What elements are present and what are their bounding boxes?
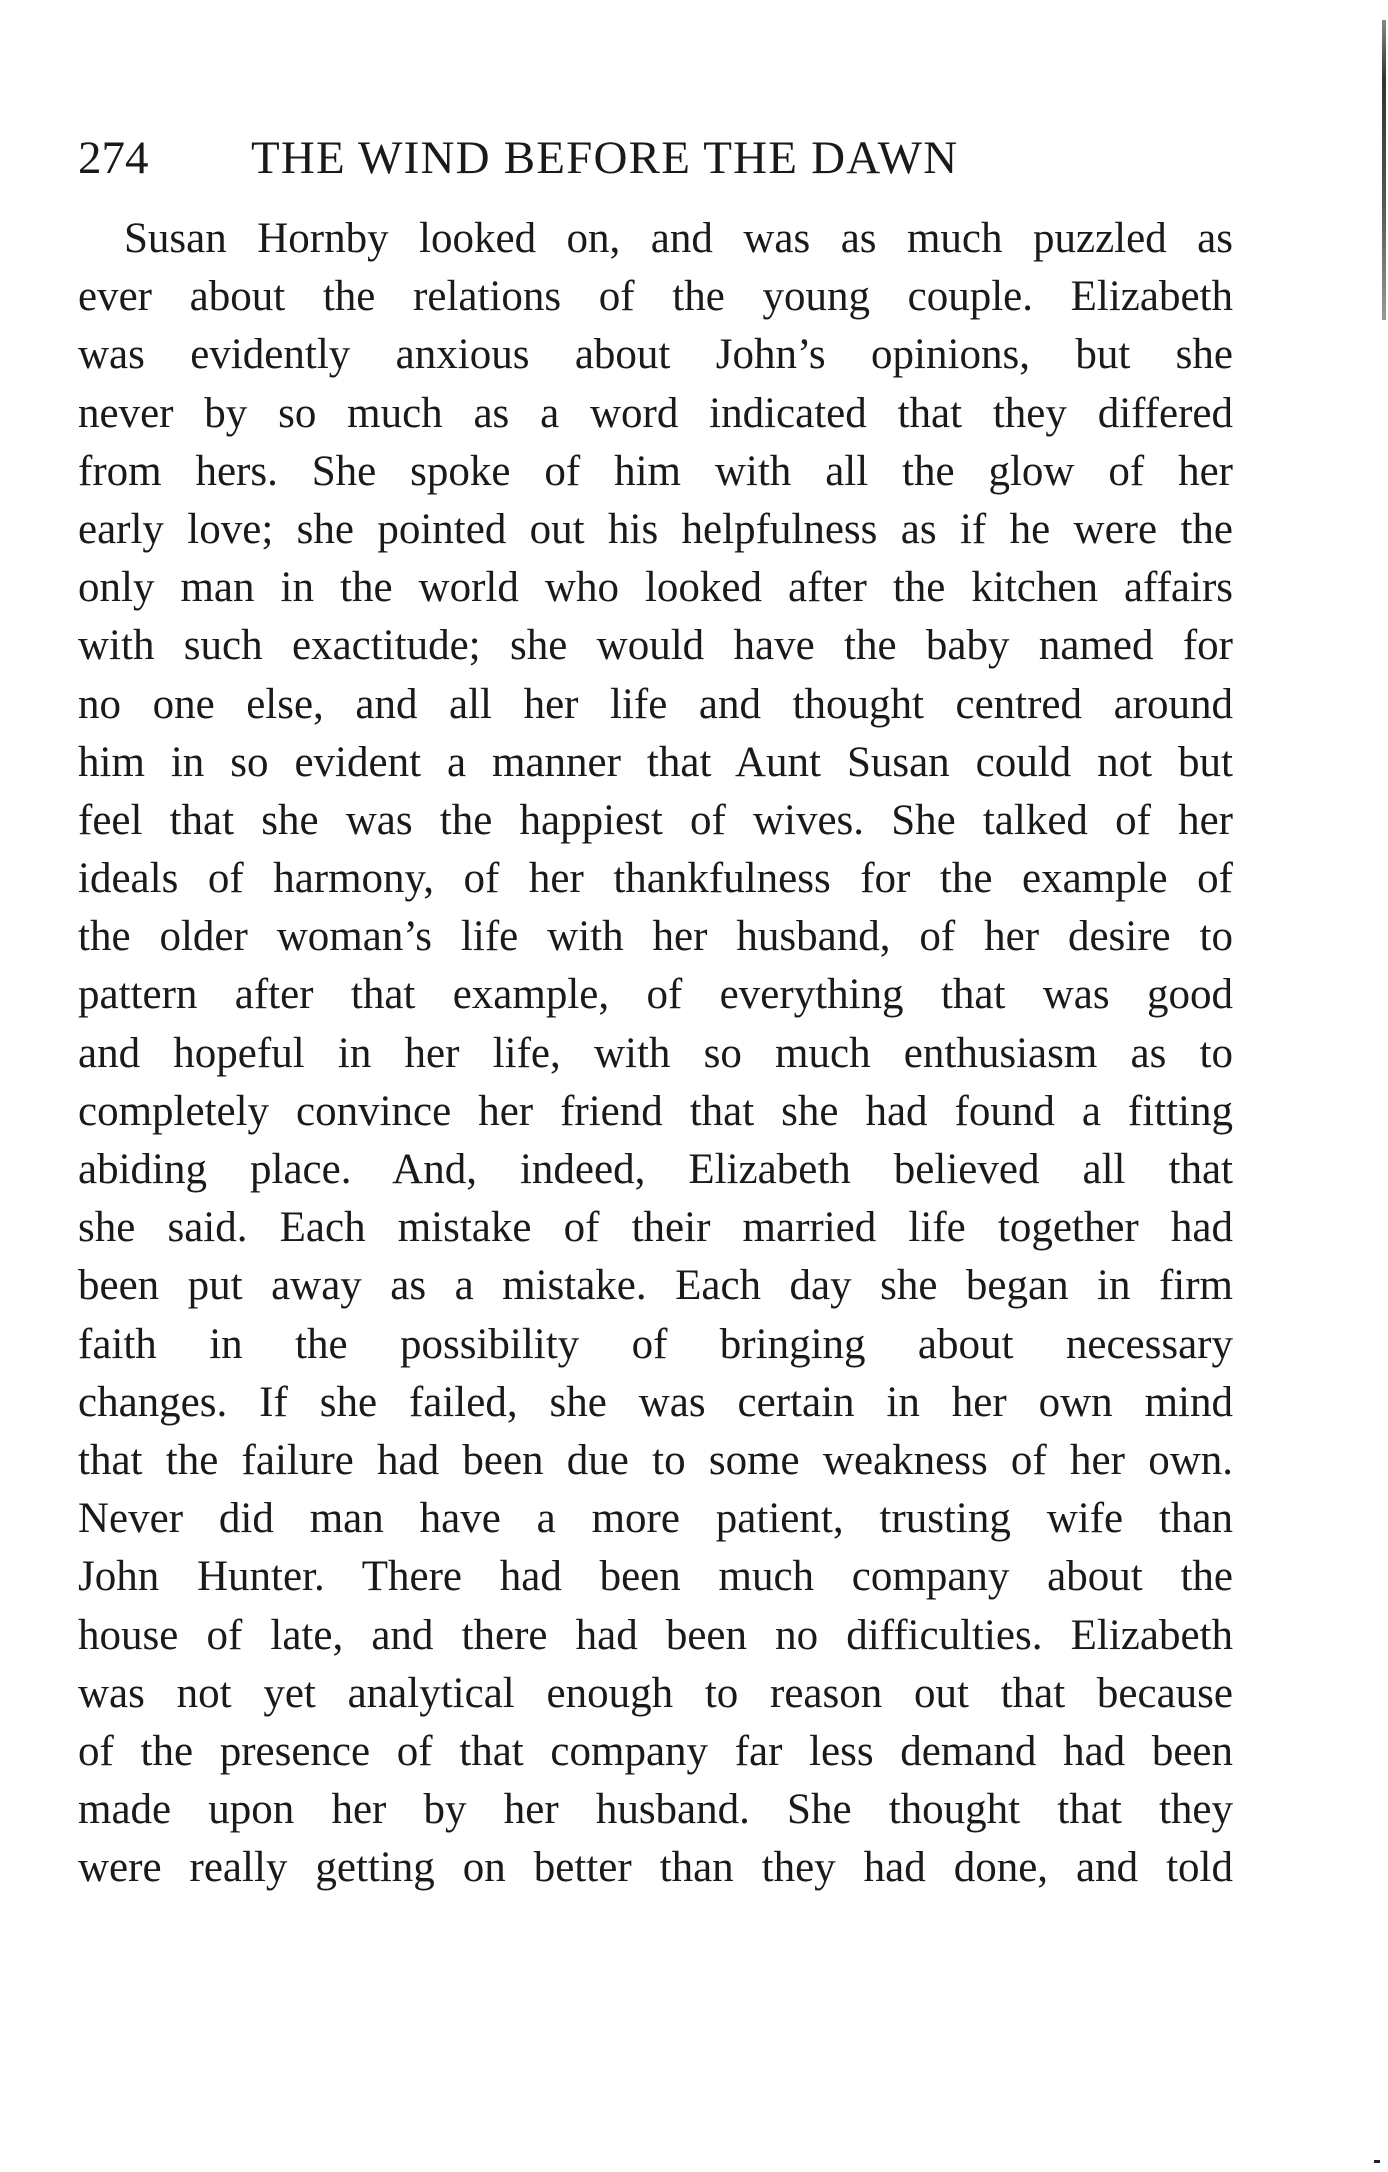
text-line: Susan Hornby looked on, and was as much puzzled as: [124, 215, 1233, 262]
text-line: been put away as a mistake. Each day she began in firm: [78, 1262, 1233, 1310]
text-line: faith in the possibility of bringing about necessary: [78, 1320, 1233, 1368]
text-line: with such exactitude; she would have the baby named for: [78, 622, 1233, 670]
text-line: from hers. She spoke of him with all the glow of her: [78, 447, 1233, 495]
text-line: pattern after that example, of everything that was good: [78, 971, 1233, 1019]
text-line: him in so evident a manner that Aunt Susan could not but: [78, 738, 1233, 786]
text-line: she said. Each mistake of their married life together had: [78, 1204, 1233, 1252]
running-head: THE WIND BEFORE THE DAWN: [251, 132, 959, 184]
text-line: ever about the relations of the young couple. Elizabeth: [78, 273, 1233, 321]
text-line: changes. If she failed, she was certain in her own mind: [78, 1378, 1233, 1426]
text-line: of the presence of that company far less demand had been: [78, 1727, 1233, 1775]
text-line: John Hunter. There had been much company about the: [78, 1553, 1233, 1601]
text-line: that the failure had been due to some weakness of her own.: [78, 1436, 1233, 1484]
text-line: completely convince her friend that she had found a fitting: [78, 1087, 1233, 1135]
text-line: was not yet analytical enough to reason out that because: [78, 1669, 1233, 1717]
page-header: [78, 128, 1233, 188]
text-line: abiding place. And, indeed, Elizabeth believed all that: [78, 1146, 1233, 1193]
scan-speck: [1374, 2160, 1380, 2163]
text-line: house of late, and there had been no difficulties. Elizabeth: [78, 1611, 1233, 1659]
text-line: the older woman’s life with her husband, of her desire to: [78, 913, 1233, 961]
text-line: feel that she was the happiest of wives. She talked of her: [78, 796, 1233, 844]
text-line: ideals of harmony, of her thankfulness for the example of: [78, 855, 1233, 903]
text-line: no one else, and all her life and thought centred around: [78, 680, 1233, 728]
text-line: and hopeful in her life, with so much enthusiasm as to: [78, 1029, 1233, 1077]
body-paragraph: [78, 210, 1233, 1897]
page-number: 274: [78, 132, 149, 184]
text-line: Never did man have a more patient, trusting wife than: [78, 1495, 1233, 1543]
scan-edge-mark: [1382, 20, 1386, 320]
text-line: was evidently anxious about John’s opinions, but she: [78, 331, 1233, 379]
text-line: made upon her by her husband. She thought that they: [78, 1786, 1233, 1834]
text-line: were really getting on better than they had done, and told: [78, 1844, 1233, 1892]
text-line: early love; she pointed out his helpfulness as if he were the: [78, 505, 1233, 553]
text-line: never by so much as a word indicated that they differed: [78, 389, 1233, 437]
text-line: only man in the world who looked after the kitchen affairs: [78, 564, 1233, 612]
